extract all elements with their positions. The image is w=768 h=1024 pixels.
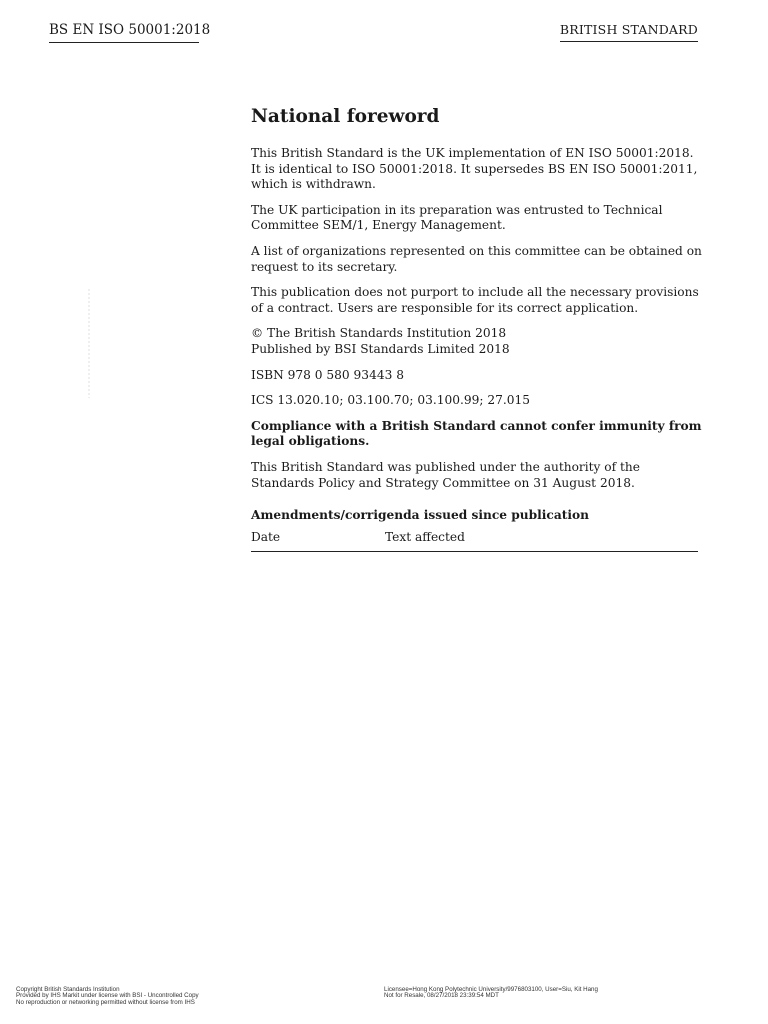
text-line: It is identical to ISO 50001:2018. It supersedes BS EN ISO 50001:2011,	[251, 161, 698, 176]
footer-line: Provided by IHS Markit under license with BSI - Uncontrolled Copy	[16, 992, 199, 1000]
page-title: National foreword	[251, 106, 440, 127]
ics-paragraph	[251, 393, 698, 409]
copyright-paragraph	[251, 326, 698, 357]
text-line: This British Standard is the UK implementation of EN ISO 50001:2018.	[251, 146, 694, 160]
amendments-heading: Amendments/corrigenda issued since publication	[251, 508, 589, 523]
amendments-date-column: Date	[251, 530, 281, 545]
text-line: which is withdrawn.	[251, 177, 376, 192]
text-line: Published by BSI Standards Limited 2018	[251, 341, 510, 356]
text-line: legal obligations.	[251, 434, 370, 449]
text-line: of a contract. Users are responsible for its correct application.	[251, 300, 639, 315]
committee-list-paragraph	[251, 243, 702, 275]
text-line: This publication does not purport to include all the necessary provisions	[251, 285, 699, 300]
compliance-notice	[251, 418, 702, 450]
text-line: © The British Standards Institution 2018	[251, 326, 507, 341]
footer-copyright	[16, 987, 199, 1006]
text-line: request to its secretary.	[251, 259, 398, 274]
amendments-table-header	[251, 530, 698, 552]
footer-line: Copyright British Standards Institution	[16, 986, 120, 993]
text-line: A list of organizations represented on this committee can be obtained on	[251, 243, 702, 258]
header-standard-type: BRITISH STANDARD	[560, 22, 698, 42]
footer-licensee	[384, 987, 598, 1000]
text-line: ICS 13.020.10; 03.100.70; 03.100.99; 27.015	[251, 393, 531, 408]
text-line: Compliance with a British Standard cannot confer immunity from	[251, 418, 702, 433]
footer-line: Licensee=Hong Kong Polytechnic University/9976803100, User=Siu, Kit Hang	[384, 986, 598, 993]
text-line: Committee SEM/1, Energy Management.	[251, 218, 506, 233]
foreword-body	[251, 106, 702, 552]
margin-dotted-mark	[87, 288, 91, 398]
footer-line: No reproduction or networking permitted without license from IHS	[16, 998, 195, 1006]
implementation-paragraph	[251, 146, 698, 193]
text-line: This British Standard was published under the authority of the	[251, 459, 640, 474]
text-line: ISBN 978 0 580 93443 8	[251, 367, 404, 382]
text-line: The UK participation in its preparation was entrusted to Technical	[251, 202, 663, 217]
footer-line: Not for Resale, 08/27/2018 23:39:54 MDT	[384, 992, 499, 1000]
header-standard-number: BS EN ISO 50001:2018	[49, 22, 199, 43]
isbn-paragraph	[251, 368, 698, 384]
text-line: Standards Policy and Strategy Committee on 31 August 2018.	[251, 475, 635, 490]
provisions-paragraph	[251, 285, 698, 316]
authority-paragraph	[251, 460, 698, 491]
amendments-text-column: Text affected	[385, 530, 465, 545]
participation-paragraph	[251, 203, 698, 234]
